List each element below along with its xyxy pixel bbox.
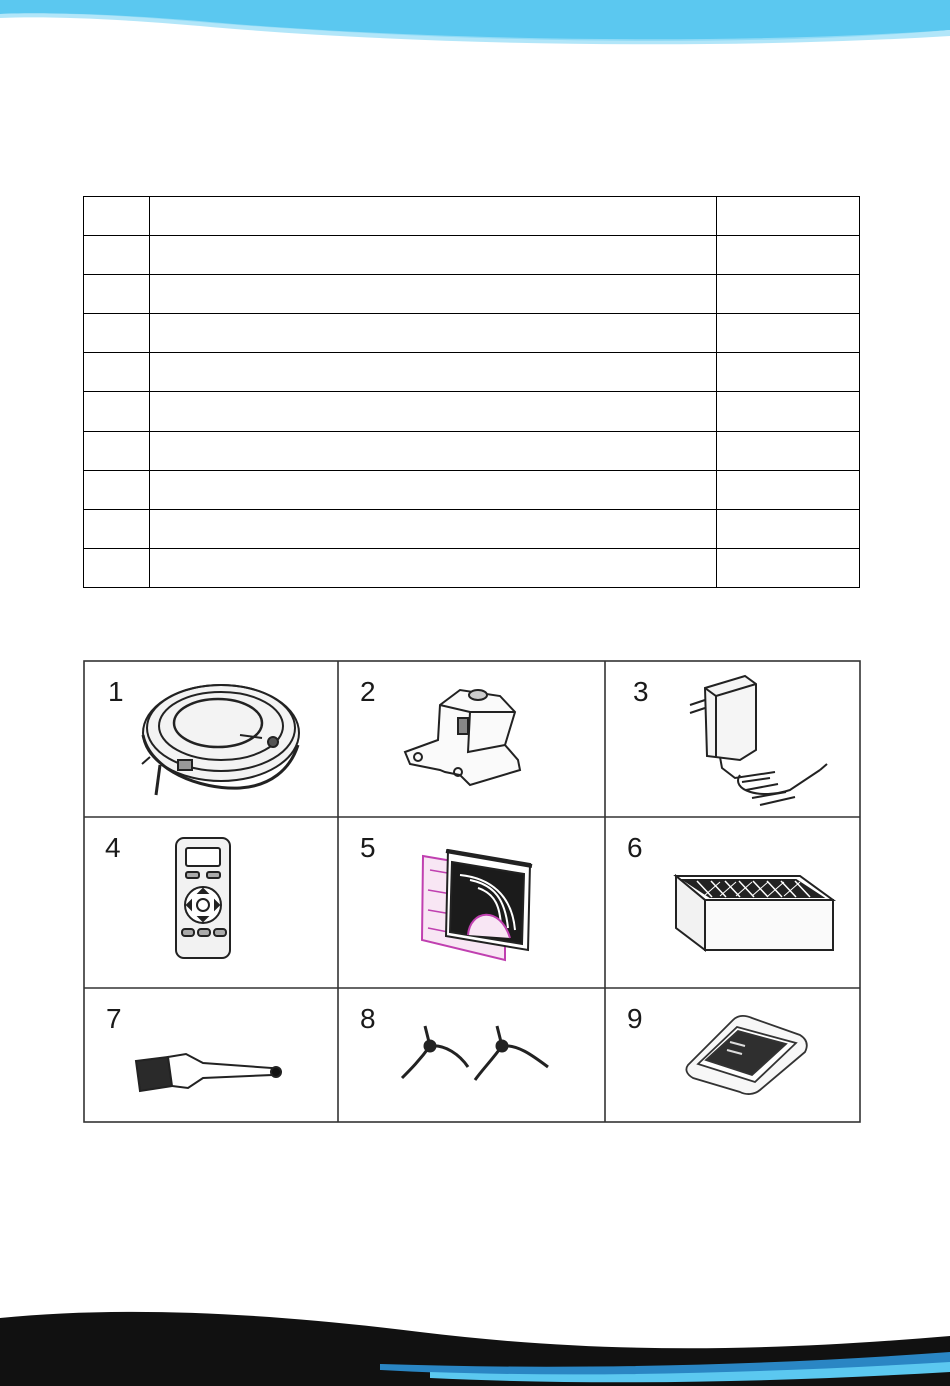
robot-vacuum-icon bbox=[142, 685, 299, 795]
bottom-wave-banner bbox=[0, 1306, 950, 1386]
hepa-filter-icon bbox=[676, 876, 833, 950]
cell-number-3: 3 bbox=[633, 676, 649, 707]
cleaning-brush-icon bbox=[136, 1054, 281, 1091]
cell-number-8: 8 bbox=[360, 1003, 376, 1034]
side-brushes-icon bbox=[402, 1026, 548, 1080]
cell-number-5: 5 bbox=[360, 832, 376, 863]
mop-bracket-icon bbox=[422, 850, 532, 960]
cell-number-6: 6 bbox=[627, 832, 643, 863]
cell-number-2: 2 bbox=[360, 676, 376, 707]
cell-number-9: 9 bbox=[627, 1003, 643, 1034]
charging-dock-icon bbox=[405, 690, 520, 785]
cell-number-7: 7 bbox=[106, 1003, 122, 1034]
cell-number-1: 1 bbox=[108, 676, 124, 707]
manual-bag-icon bbox=[686, 1016, 806, 1094]
power-adapter-icon bbox=[690, 676, 827, 805]
remote-control-icon bbox=[176, 838, 230, 958]
cell-number-4: 4 bbox=[105, 832, 121, 863]
